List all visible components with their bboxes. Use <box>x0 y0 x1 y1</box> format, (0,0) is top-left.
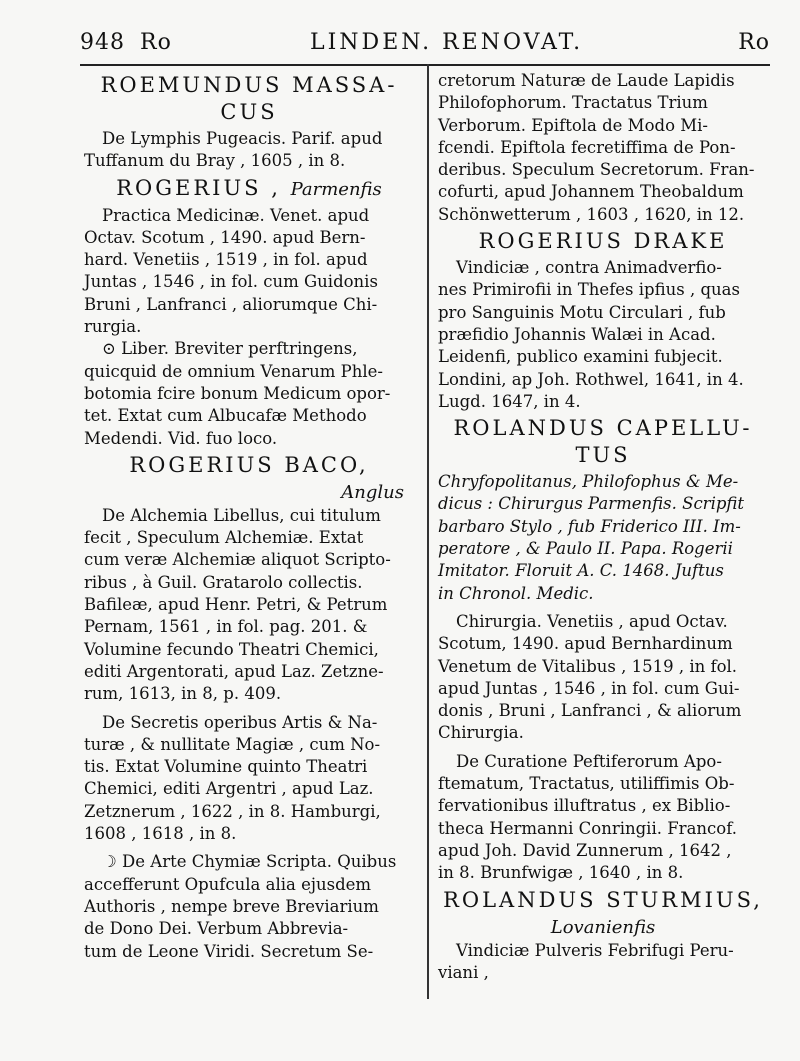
right-column <box>438 70 768 984</box>
left-column <box>84 70 414 963</box>
entry-text: Vindiciæ Pulveris Febrifugi Peru- viani , <box>438 940 734 982</box>
entry-description: Chryfopolitanus, Philofophus & Me- dicus : Chirurgus Parmenfis. Scripfit barbaro Stylo , fub Friderico III. Im- peratore , & Paulo II. Papa. Rogerii Imitator. Floruit A. C. 1468. Juftus in Chronol. Medic. <box>438 472 745 603</box>
entry-text: De Curatione Peftiferorum Apo- ftematum, Tractatus, utiliffimis Ob- fervationibus illuftratus , ex Biblio- theca Hermanni Conringii. Francof. apud Joh. David Zunnerum , 1642 , in 8. Brunfwigæ , 1640 , in 8. <box>438 751 737 883</box>
entry-text: cretorum Naturæ de Laude Lapidis Philofophorum. Tractatus Trium Verborum. Epiftola de Modo Mi- fcendi. Epiftola fecretiffima de Pon- deribus. Speculum Secretorum. Fran- cofurti, apud Johannem Theobaldum Schönwetterum , 1603 , 1620, in 12. <box>438 71 755 224</box>
heading-subtitle: Anglus <box>341 481 404 503</box>
entry-heading: ROLANDUS STURMIUS, <box>443 887 763 912</box>
page-header <box>80 30 770 66</box>
running-title: LINDEN. RENOVAT. <box>310 30 584 55</box>
heading-name: ROGERIUS , <box>116 175 281 200</box>
entry-text: De Lymphis Pugeacis. Parif. apud Tuffanum du Bray , 1605 , in 8. <box>84 129 383 171</box>
entry-heading: ROGERIUS BACO, <box>129 452 369 477</box>
entry-heading: ROGERIUS DRAKE <box>478 229 728 254</box>
heading-place: Parmenfis <box>290 178 382 200</box>
heading-subtitle: Lovanienfis <box>550 916 656 938</box>
entry-heading: ROLANDUS CAPELLU- TUS <box>453 416 753 468</box>
page-number: 948 <box>80 30 125 55</box>
entry-text: ⊙ Liber. Breviter perftringens, quicquid de omnium Venarum Phle- botomia fcire bonum Medicum opor- tet. Extat cum Albucafæ Methodo Medendi. Vid. fuo loco. <box>84 339 391 448</box>
entry-text: De Alchemia Libellus, cui titulum fecit , Speculum Alchemiæ. Extat cum veræ Alchemiæ aliquot Scripto- ribus , à Guil. Gratarolo collectis. Bafileæ, apud Henr. Petri, & Petrum Pernam, 1561 , in fol. pag. 201. & Volumine fecundo Theatri Chemici, editi Argentorati, apud Laz. Zetzne- rum, 1613, in 8, p. 409. <box>84 505 391 704</box>
entry-heading: ROEMUNDUS MASSA- CUS <box>100 73 398 124</box>
entry-text: Vindiciæ , contra Animadverfio- nes Primirofii in Thefes ipfius , quas pro Sanguinis Motu Circulari , fub præfidio Johannis Walæi in Acad. Leidenfi, publico examini fubjecit. Londini, ap Joh. Rothwel, 1641, in 4. Lugd. 1647, in 4. <box>438 258 744 411</box>
entry-text: De Secretis operibus Artis & Na- turæ , & nullitate Magiæ , cum No- tis. Extat Volumine quinto Theatri Chemici, editi Argentri , apud Laz. Zetznerum , 1622 , in 8. Hamburgi, 1608 , 1618 , in 8. <box>84 712 381 844</box>
entry-heading <box>84 175 414 203</box>
right-catchword: Ro <box>738 30 770 55</box>
entry-text: ☽ De Arte Chymiæ Scripta. Quibus accefferunt Opufcula alia ejusdem Authoris , nempe breve Breviarium de Dono Dei. Verbum Abbrevia- tum de Leone Viridi. Secretum Se- <box>84 852 397 961</box>
entry-text: Practica Medicinæ. Venet. apud Octav. Scotum , 1490. apud Bern- hard. Venetiis , 1519 , in fol. apud Juntas , 1546 , in fol. cum Guidonis Bruni , Lanfranci , aliorumque Chi- rurgia. <box>84 205 378 337</box>
entry-text: Chirurgia. Venetiis , apud Octav. Scotum, 1490. apud Bernhardinum Venetum de Vitalibus , 1519 , in fol. apud Juntas , 1546 , in fol. cum Gui- donis , Bruni , Lanfranci , & aliorum Chirurgia. <box>438 611 742 743</box>
left-catchword: Ro <box>140 30 172 55</box>
column-divider <box>427 64 429 999</box>
